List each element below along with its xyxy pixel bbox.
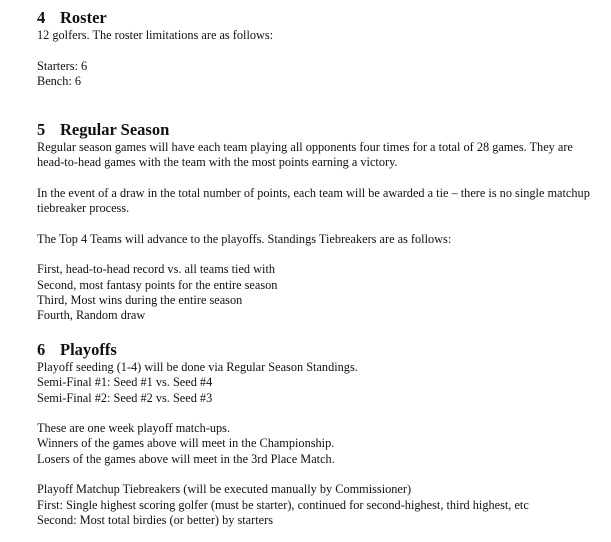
playoff-line: Second: Most total birdies (or better) by starters	[37, 512, 273, 527]
section-title: Playoffs	[60, 340, 117, 359]
spacer	[37, 216, 597, 231]
playoff-line: Semi-Final #1: Seed #1 vs. Seed #4	[37, 375, 213, 390]
section-number: 5	[37, 120, 46, 139]
playoff-line: Playoff Matchup Tiebreakers (will be executed manually by Commissioner)	[37, 482, 412, 497]
section-heading-regular-season	[37, 120, 597, 140]
roster-starters: Starters: 6	[37, 58, 88, 73]
section-regular-season	[37, 120, 597, 324]
playoff-line: Playoff seeding (1-4) will be done via Regular Season Standings.	[37, 360, 358, 374]
spacer	[37, 171, 597, 186]
section-number: 4	[37, 8, 46, 27]
section-heading-playoffs	[37, 340, 597, 360]
playoff-line: Semi-Final #2: Seed #2 vs. Seed #3	[37, 390, 213, 405]
tiebreaker-line: Third, Most wins during the entire season	[37, 292, 243, 307]
tiebreaker-line: First, head-to-head record vs. all teams tied with	[37, 262, 276, 277]
section-title: Roster	[60, 8, 107, 27]
playoff-line: These are one week playoff match-ups.	[37, 421, 231, 436]
spacer	[37, 467, 597, 482]
tiebreaker-line: Fourth, Random draw	[37, 308, 146, 323]
spacer	[37, 43, 597, 58]
playoff-line: Winners of the games above will meet in the Championship.	[37, 436, 335, 451]
playoff-line: Losers of the games above will meet in the 3rd Place Match.	[37, 451, 335, 466]
playoff-line: First: Single highest scoring golfer (must be starter), continued for second-highest, third highest, etc	[37, 497, 529, 512]
spacer	[37, 247, 597, 262]
regular-season-paragraph-1: Regular season games will have each team playing all opponents four times for a total of 28 games. They are head-to-head games with the team with the most points earning a victory.	[37, 140, 573, 170]
roster-intro: 12 golfers. The roster limitations are as follows:	[37, 28, 274, 42]
regular-season-paragraph-3: The Top 4 Teams will advance to the playoffs. Standings Tiebreakers are as follows:	[37, 231, 452, 246]
section-number: 6	[37, 340, 46, 359]
section-playoffs	[37, 340, 597, 528]
tiebreaker-line: Second, most fantasy points for the entire season	[37, 277, 278, 292]
spacer	[37, 406, 597, 421]
roster-bench: Bench: 6	[37, 73, 82, 88]
section-roster	[37, 8, 597, 89]
section-title: Regular Season	[60, 120, 170, 139]
section-heading-roster	[37, 8, 597, 28]
regular-season-paragraph-2: In the event of a draw in the total number of points, each team will be awarded a tie – there is no single matchup tiebreaker process.	[37, 185, 590, 216]
